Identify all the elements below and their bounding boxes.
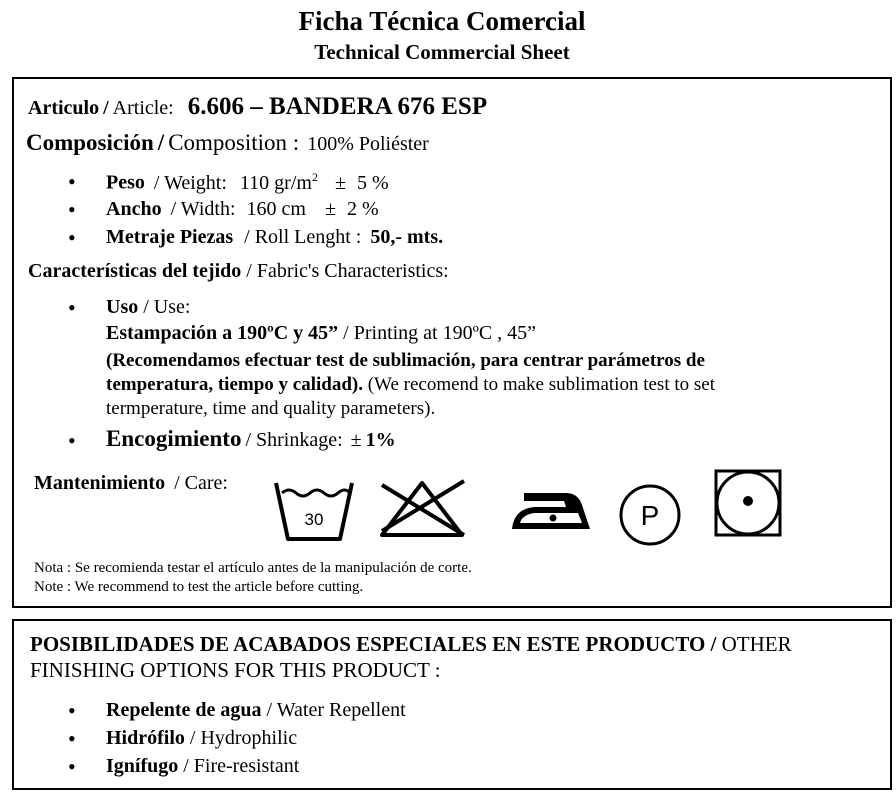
use-label-en: / Use: [143,296,191,318]
finish-item-es: Hidrófilo [106,727,185,749]
article-label-es: Articulo [28,97,100,119]
use-label-es: Uso [106,296,139,318]
care-label-en: / Care: [174,472,228,494]
weight-tol: 5 % [356,171,389,194]
shrinkage-value: 1% [365,429,396,451]
composition-sep: / [157,130,165,155]
print-line [106,322,536,345]
bullet: • [68,169,76,194]
bullet: • [68,698,76,723]
characteristics-label-en: / Fabric's Characteristics: [246,260,449,282]
bullet: • [68,428,76,453]
article-line [28,93,487,121]
sublimation-note-en: (We recomend to make sublimation test to set termperature, time and quality parameters). [106,374,715,419]
shrinkage-label-es: Encogimiento [106,426,242,451]
characteristics-heading [28,260,449,283]
iron-one-dot-icon [508,487,594,535]
composition-line [26,130,429,156]
composition-label-en: Composition : [168,130,300,155]
finishing-box [12,619,892,790]
roll-line [106,226,443,249]
finish-item-en: / Fire-resistant [183,755,300,777]
article-label-en: Article: [112,97,174,119]
sublimation-note [106,349,806,421]
bullet: • [68,225,76,250]
bullet: • [68,726,76,751]
finish-item-en: / Hydrophilic [189,727,298,749]
weight-value: 110 gr/m [239,171,312,194]
finishing-sep: / [710,632,717,656]
dryclean-p-icon [618,483,682,547]
shrinkage-tol-sign: ± [350,429,362,451]
finishing-heading-line1 [30,632,792,657]
no-bleach-icon [376,477,470,541]
finishing-heading-es: POSIBILIDADES DE ACABADOS ESPECIALES EN ESTE PRODUCTO [30,632,706,656]
list-item [106,755,299,778]
weight-unit-sup: 2 [311,170,318,184]
wash-temp-text: 30 [304,510,324,529]
width-tol-sign: ± [324,198,336,220]
composition-value: 100% Poliéster [307,133,429,155]
roll-label-en: / Roll Lenght : [244,226,362,248]
characteristics-label-es: Características del tejido [28,260,242,282]
print-en: / Printing at 190ºC , 45” [343,322,537,344]
finishing-heading-en-2: FINISHING OPTIONS FOR THIS PRODUCT : [30,658,441,682]
width-tol: 2 % [346,198,379,220]
note-es: Nota : Se recomienda testar el artículo antes de la manipulación de corte. [34,560,472,576]
tumble-dry-low-icon [714,469,782,537]
article-value: 6.606 – BANDERA 676 ESP [187,93,488,120]
weight-label-es: Peso [106,171,145,194]
width-value: 160 cm [246,198,306,220]
width-label-en: / Width: [170,198,236,220]
bullet: • [68,197,76,222]
dryclean-letter: P [640,500,660,531]
weight-tol-sign: ± [334,171,346,194]
composition-label-es: Composición [26,130,154,155]
sublimation-note-es: (Recomendamos efectuar test de sublimación, para centrar parámetros de temperatura, tiempo y calidad). [106,350,705,395]
finish-item-es: Repelente de agua [106,699,262,721]
print-es: Estampación a 190ºC y 45” [106,322,339,344]
article-sep: / [103,97,109,119]
list-item [106,727,297,750]
shrinkage-line [106,426,396,452]
roll-label-es: Metraje Piezas [106,226,234,248]
finish-item-es: Ignífugo [106,755,179,777]
care-label-es: Mantenimiento [34,472,166,494]
list-item [106,699,406,722]
title-en: Technical Commercial Sheet [314,40,570,64]
weight-label-en: / Weight: [153,171,227,194]
finishing-heading-en-1: OTHER [721,632,792,656]
title-es: Ficha Técnica Comercial [298,6,586,36]
roll-value: 50,- mts. [370,226,444,248]
wash-30-icon [272,479,358,543]
finish-item-en: / Water Repellent [266,699,406,721]
weight-line [106,170,389,195]
shrinkage-label-en: / Shrinkage: [245,429,343,451]
use-line [106,296,190,319]
width-label-es: Ancho [106,198,162,220]
width-line [106,198,379,221]
bullet: • [68,295,76,320]
care-label [34,472,228,495]
bullet: • [68,754,76,779]
note-en: Note : We recommend to test the article before cutting. [34,579,364,595]
spec-box [12,77,892,608]
